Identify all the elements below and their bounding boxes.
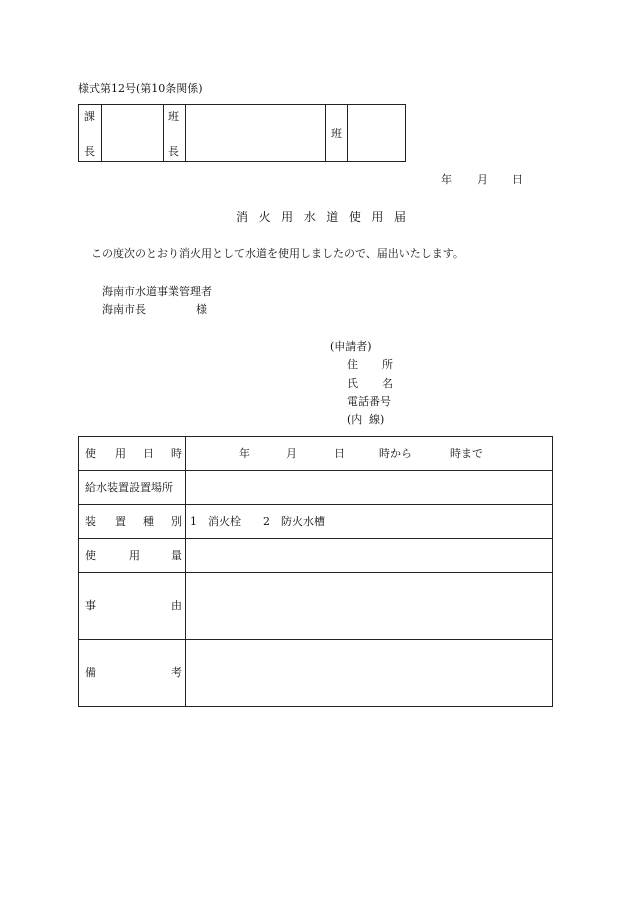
label-char: 置 xyxy=(115,515,126,528)
reason-field[interactable] xyxy=(186,573,552,639)
label-char: 使 xyxy=(85,447,96,460)
title-char: 水 xyxy=(303,210,316,224)
stamp-label-han: 班 xyxy=(168,110,179,123)
installation-location-field[interactable] xyxy=(186,471,552,504)
addressee-line2: 海南市長 xyxy=(102,303,146,316)
label-char: 由 xyxy=(171,599,182,612)
approval-stamp-box xyxy=(78,104,406,162)
label-char: 種 xyxy=(143,515,154,528)
label-char: 考 xyxy=(171,666,182,679)
date-month-label: 月 xyxy=(477,173,488,186)
device-type-field[interactable] xyxy=(186,505,552,538)
form-number: 様式第12号(第10条関係) xyxy=(78,82,203,95)
device-type-options: 1 消火栓 2 防火水槽 xyxy=(190,515,325,528)
title-char: 火 xyxy=(258,210,271,224)
stamp-cell-section-chief[interactable] xyxy=(102,105,163,161)
label-char: 住 xyxy=(347,358,358,371)
label-char: 線) xyxy=(369,413,385,426)
title-char: 使 xyxy=(348,210,361,224)
title-char: 届 xyxy=(393,210,406,224)
document-title xyxy=(236,210,406,224)
addressee-honorific: 様 xyxy=(196,303,207,316)
label-char: 所 xyxy=(382,358,393,371)
stamp-label-ka: 課 xyxy=(84,110,95,123)
title-char: 用 xyxy=(281,210,294,224)
stamp-label-cho: 長 xyxy=(84,145,95,158)
title-char: 道 xyxy=(326,210,339,224)
stamp-cell-team-leader[interactable] xyxy=(186,105,325,161)
label-char: (内 xyxy=(347,413,363,426)
label-char: 用 xyxy=(115,447,126,460)
label-char: 用 xyxy=(129,549,140,562)
label-char: 氏 xyxy=(347,377,358,390)
label-char: 別 xyxy=(171,515,182,528)
label-char: 量 xyxy=(171,549,182,562)
applicant-heading: (申請者) xyxy=(330,340,372,353)
usage-details-table xyxy=(78,436,553,707)
day-label: 日 xyxy=(334,447,345,460)
date-year-label: 年 xyxy=(441,173,452,186)
stamp-cell-team[interactable] xyxy=(348,105,405,161)
title-char: 用 xyxy=(371,210,384,224)
stamp-label-han: 班 xyxy=(331,127,342,140)
addressee-line1: 海南市水道事業管理者 xyxy=(102,285,212,298)
label-char: 時 xyxy=(171,447,182,460)
label-char: 事 xyxy=(85,599,96,612)
date-day-label: 日 xyxy=(512,173,523,186)
from-hour-label: 時から xyxy=(379,447,412,460)
usage-amount-field[interactable] xyxy=(186,539,552,572)
to-hour-label: 時まで xyxy=(450,447,483,460)
label-char: 装 xyxy=(85,515,96,528)
applicant-phone-label[interactable]: 電話番号 xyxy=(347,395,391,408)
stamp-label-cho: 長 xyxy=(168,145,179,158)
year-label: 年 xyxy=(239,447,250,460)
installation-location-label: 給水装置設置場所 xyxy=(85,481,173,494)
remarks-field[interactable] xyxy=(186,640,552,706)
month-label: 月 xyxy=(286,447,297,460)
usage-datetime-field[interactable] xyxy=(186,437,552,470)
label-char: 使 xyxy=(85,549,96,562)
label-char: 日 xyxy=(143,447,154,460)
title-char: 消 xyxy=(236,210,249,224)
label-char: 備 xyxy=(85,666,96,679)
label-char: 名 xyxy=(382,377,393,390)
intro-text: この度次のとおり消火用として水道を使用しましたので、届出いたします。 xyxy=(91,247,464,260)
